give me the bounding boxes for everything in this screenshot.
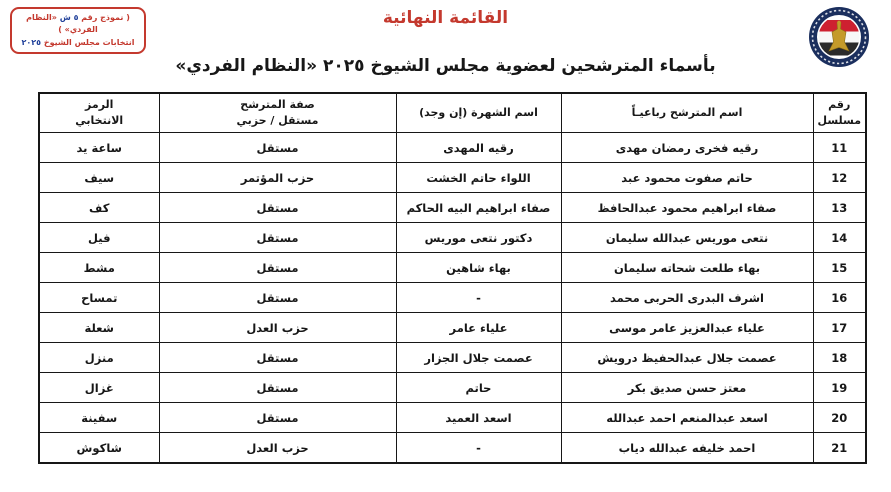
serial-cell: 15: [813, 253, 866, 283]
symbol-cell: فيل: [39, 223, 159, 253]
capacity-cell: حزب المؤتمر: [159, 163, 396, 193]
name-cell: عصمت جلال عبدالحفيظ درويش: [561, 343, 813, 373]
table-row: [39, 373, 866, 403]
serial-cell: 20: [813, 403, 866, 433]
table-row: [39, 253, 866, 283]
known-as-cell: حاتم: [396, 373, 561, 403]
header-row: [39, 93, 866, 133]
symbol-cell: شعلة: [39, 313, 159, 343]
symbol-cell: منزل: [39, 343, 159, 373]
symbol-cell: غزال: [39, 373, 159, 403]
symbol-cell: شاكوش: [39, 433, 159, 464]
page-subtitle: بأسماء المترشحين لعضوية مجلس الشيوخ ٢٠٢٥ «النظام الفردي»: [175, 56, 716, 76]
name-cell: حاتم صفوت محمود عبد: [561, 163, 813, 193]
col-header-known-as: اسم الشهرة (إن وجد): [396, 93, 561, 133]
known-as-cell: علياء عامر: [396, 313, 561, 343]
known-as-cell: رقيه المهدى: [396, 133, 561, 163]
capacity-cell: مستقل: [159, 373, 396, 403]
symbol-cell: مشط: [39, 253, 159, 283]
known-as-cell: بهاء شاهين: [396, 253, 561, 283]
table-row: [39, 133, 866, 163]
form-number-line1: ( نموذج رقم ٥ ش «النظام الفردي» ): [26, 13, 130, 35]
capacity-cell: مستقل: [159, 223, 396, 253]
col-header-capacity: صفة المترشح مستقل / حزبي: [159, 93, 396, 133]
table-row: [39, 313, 866, 343]
capacity-cell: مستقل: [159, 343, 396, 373]
table-row: [39, 193, 866, 223]
serial-cell: 21: [813, 433, 866, 464]
serial-cell: 11: [813, 133, 866, 163]
known-as-cell: عصمت جلال الجزار: [396, 343, 561, 373]
name-cell: اشرف البدرى الحربى محمد: [561, 283, 813, 313]
capacity-cell: حزب العدل: [159, 313, 396, 343]
capacity-cell: مستقل: [159, 133, 396, 163]
known-as-cell: دكتور نتعى موريس: [396, 223, 561, 253]
known-as-cell: اللواء حاتم الخشت: [396, 163, 561, 193]
name-cell: معتز حسن صديق بكر: [561, 373, 813, 403]
symbol-cell: كف: [39, 193, 159, 223]
name-cell: نتعى موريس عبدالله سليمان: [561, 223, 813, 253]
known-as-cell: -: [396, 283, 561, 313]
col-header-symbol: الرمز الانتخابي: [39, 93, 159, 133]
serial-cell: 13: [813, 193, 866, 223]
known-as-cell: صفاء ابراهيم البيه الحاكم: [396, 193, 561, 223]
symbol-cell: تمساح: [39, 283, 159, 313]
table-row: [39, 403, 866, 433]
symbol-cell: سيف: [39, 163, 159, 193]
table-row: [39, 433, 866, 464]
name-cell: اسعد عبدالمنعم احمد عبدالله: [561, 403, 813, 433]
name-cell: رقيه فخرى رمضان مهدى: [561, 133, 813, 163]
capacity-cell: مستقل: [159, 193, 396, 223]
table-row: [39, 163, 866, 193]
known-as-cell: اسعد العميد: [396, 403, 561, 433]
candidates-table: [38, 92, 867, 464]
symbol-cell: سفينة: [39, 403, 159, 433]
table-row: [39, 343, 866, 373]
serial-cell: 17: [813, 313, 866, 343]
table-row: [39, 283, 866, 313]
capacity-cell: حزب العدل: [159, 433, 396, 464]
serial-cell: 19: [813, 373, 866, 403]
name-cell: بهاء طلعت شحاته سليمان: [561, 253, 813, 283]
serial-cell: 14: [813, 223, 866, 253]
name-cell: احمد خليفه عبدالله دياب: [561, 433, 813, 464]
known-as-cell: -: [396, 433, 561, 464]
serial-cell: 16: [813, 283, 866, 313]
serial-cell: 18: [813, 343, 866, 373]
name-cell: صفاء ابراهيم محمود عبدالحافظ: [561, 193, 813, 223]
capacity-cell: مستقل: [159, 283, 396, 313]
capacity-cell: مستقل: [159, 403, 396, 433]
serial-cell: 12: [813, 163, 866, 193]
col-header-serial: رقم مسلسل: [813, 93, 866, 133]
table-row: [39, 223, 866, 253]
name-cell: علياء عبدالعزيز عامر موسى: [561, 313, 813, 343]
form-number-line2: انتخابات مجلس الشيوخ ٢٠٢٥: [21, 37, 135, 47]
col-header-name: اسم المترشح رباعيـاً: [561, 93, 813, 133]
capacity-cell: مستقل: [159, 253, 396, 283]
page-title: القائمة النهائية: [382, 8, 509, 28]
symbol-cell: ساعة يد: [39, 133, 159, 163]
